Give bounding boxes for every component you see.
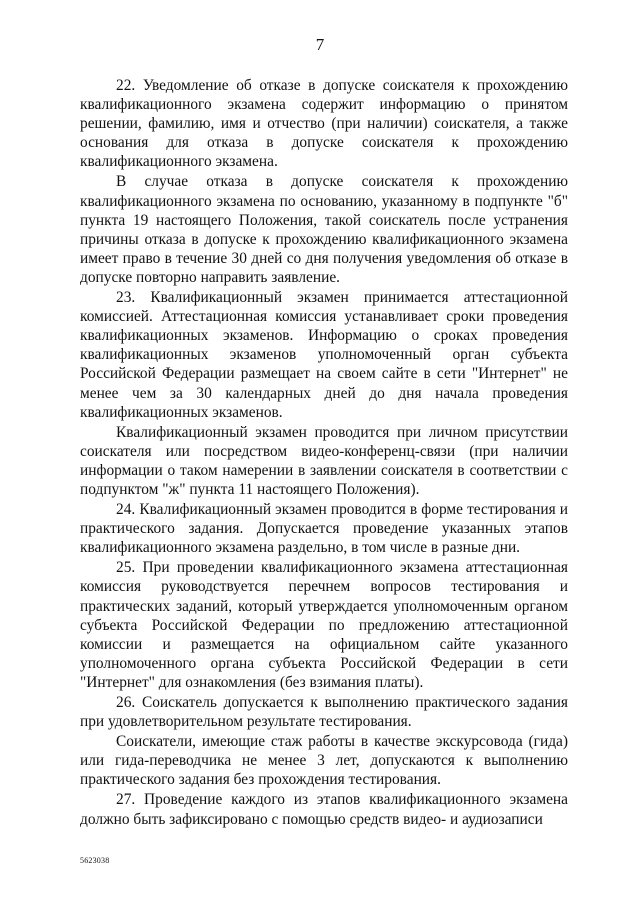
paragraph-27: 27. Проведение каждого из этапов квалификационного экзамена должно быть зафиксировано с помощью средств видео- и аудиозаписи [80, 791, 568, 828]
paragraph-22-continuation: В случае отказа в допуске соискателя к прохождению квалификационного экзамена по основанию, указанному в подпункте "б" пункта 19 настоящего Положения, такой соискатель после устранения причины отказа в допуске к прохождению квалификационного экзамена имеет право в течение 30 дней со дня получения уведомления об отказе в допуске повторно направить заявление. [80, 173, 568, 286]
page-number: 7 [315, 35, 325, 54]
paragraph-24: 24. Квалификационный экзамен проводится в форме тестирования и практического задания. Допускается проведение указанных этапов квалификационного экзамена раздельно, в том числе в разные дни. [80, 501, 568, 557]
paragraph-26: 26. Соискатель допускается к выполнению практического задания при удовлетворительном результате тестирования. [80, 694, 568, 731]
paragraph-22: 22. Уведомление об отказе в допуске соискателя к прохождению квалификационного экзамена содержит информацию о принятом решении, фамилию, имя и отчество (при наличии) соискателя, а также основания для отказа в допуске соискателя к прохождению квалификационного экзамена. [80, 77, 568, 171]
paragraph-23: 23. Квалификационный экзамен принимается аттестационной комиссией. Аттестационная комиссия устанавливает сроки проведения квалификационных экзаменов. Информацию о сроках проведения квалификационных экзаменов уполномоченный орган субъекта Российской Федерации размещает на своем сайте в сети "Интернет" не менее чем за 30 календарных дней до дня начала проведения квалификационных экзаменов. [80, 289, 568, 421]
document-body [80, 76, 568, 829]
paragraph-25: 25. При проведении квалификационного экзамена аттестационная комиссия руководствуется перечнем вопросов тестирования и практических заданий, который утверждается уполномоченным органом субъекта Российской Федерации по предложению аттестационной комиссии и размещается на официальном сайте указанного уполномоченного органа субъекта Российской Федерации в сети "Интернет" для ознакомления (без взимания платы). [80, 559, 568, 691]
paragraph-26-continuation: Соискатели, имеющие стаж работы в качестве экскурсовода (гида) или гида-переводчика не менее 3 лет, допускаются к выполнению практического задания без прохождения тестирования. [80, 733, 568, 789]
document-code: 5623038 [80, 856, 110, 865]
paragraph-23-continuation: Квалификационный экзамен проводится при личном присутствии соискателя или посредством видео-конференц-связи (при наличии информации о таком намерении в заявлении соискателя в соответствии с подпунктом "ж" пункта 11 настоящего Положения). [80, 423, 568, 498]
